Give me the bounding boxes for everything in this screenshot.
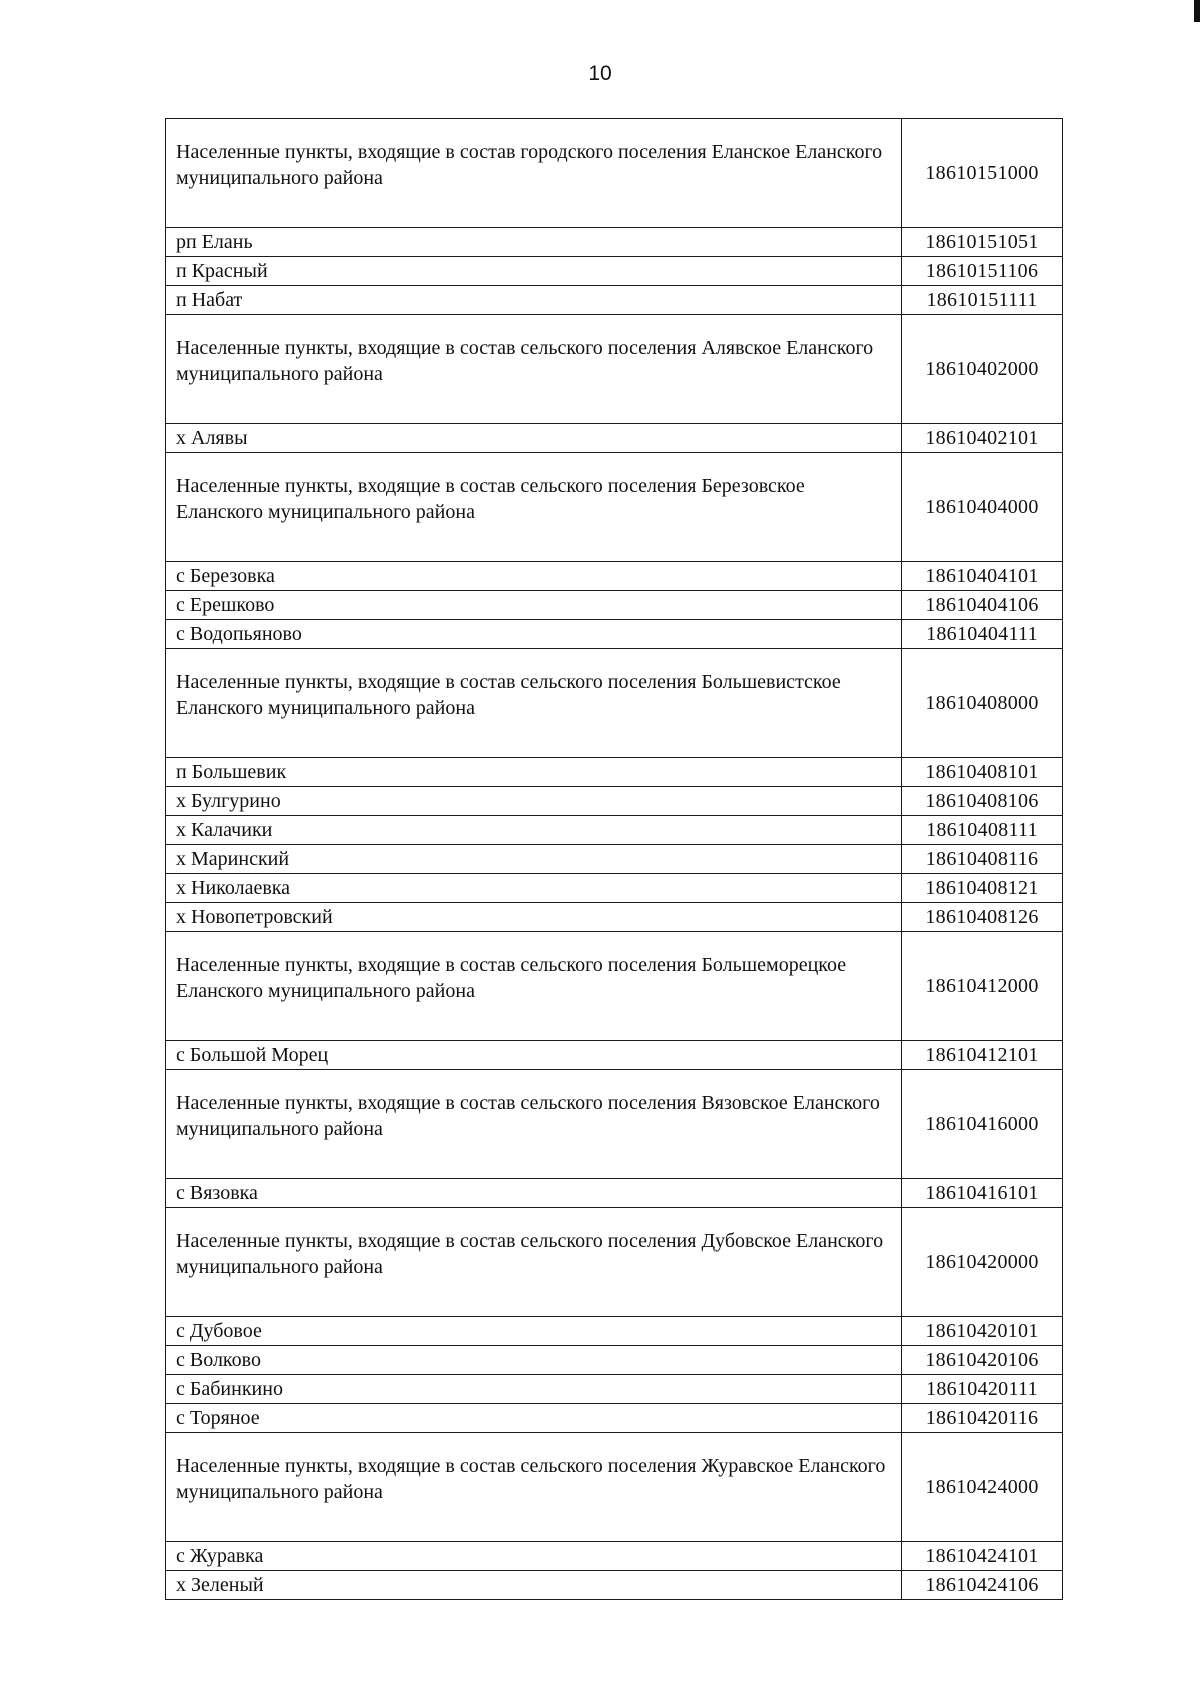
- settlement-name-cell: с Бабинкино: [166, 1375, 902, 1404]
- oktmo-code-cell: 18610424000: [902, 1433, 1063, 1542]
- table-row: [166, 816, 1063, 845]
- oktmo-code-cell: 18610151111: [902, 286, 1063, 315]
- settlement-name-cell: с Волково: [166, 1346, 902, 1375]
- oktmo-code-cell: 18610420116: [902, 1404, 1063, 1433]
- table-row: [166, 228, 1063, 257]
- table-row: [166, 1404, 1063, 1433]
- table-row: [166, 1179, 1063, 1208]
- scan-edge-mark: [1194, 0, 1200, 22]
- oktmo-code-cell: 18610408000: [902, 649, 1063, 758]
- table-row-group: [166, 315, 1063, 424]
- oktmo-code-cell: 18610404101: [902, 562, 1063, 591]
- settlement-name-cell: Населенные пункты, входящие в состав сельского поселения Журавское Еланского муниципального района: [166, 1433, 902, 1542]
- oktmo-code-cell: 18610402000: [902, 315, 1063, 424]
- table-row: [166, 758, 1063, 787]
- settlement-name-cell: с Торяное: [166, 1404, 902, 1433]
- settlement-name-cell: Населенные пункты, входящие в состав городского поселения Еланское Еланского муниципального района: [166, 119, 902, 228]
- settlement-name-cell: х Булгурино: [166, 787, 902, 816]
- table-row: [166, 1375, 1063, 1404]
- settlement-name-cell: х Новопетровский: [166, 903, 902, 932]
- table-row-group: [166, 932, 1063, 1041]
- table-row: [166, 787, 1063, 816]
- table-row-group: [166, 1208, 1063, 1317]
- table-row-group: [166, 1070, 1063, 1179]
- settlement-name-cell: п Набат: [166, 286, 902, 315]
- settlement-name-cell: х Маринский: [166, 845, 902, 874]
- settlement-name-cell: Населенные пункты, входящие в состав сельского поселения Вязовское Еланского муниципального района: [166, 1070, 902, 1179]
- settlement-name-cell: Населенные пункты, входящие в состав сельского поселения Большеморецкое Еланского муниципального района: [166, 932, 902, 1041]
- settlement-name-cell: п Большевик: [166, 758, 902, 787]
- oktmo-code-cell: 18610151106: [902, 257, 1063, 286]
- settlement-name-cell: х Николаевка: [166, 874, 902, 903]
- page-number: 10: [588, 62, 612, 85]
- oktmo-code-cell: 18610402101: [902, 424, 1063, 453]
- table-row: [166, 257, 1063, 286]
- settlement-name-cell: с Водопьяново: [166, 620, 902, 649]
- settlement-name-cell: х Алявы: [166, 424, 902, 453]
- table-row: [166, 620, 1063, 649]
- oktmo-code-cell: 18610420101: [902, 1317, 1063, 1346]
- oktmo-code-cell: 18610420111: [902, 1375, 1063, 1404]
- oktmo-code-cell: 18610408111: [902, 816, 1063, 845]
- oktmo-code-cell: 18610408116: [902, 845, 1063, 874]
- oktmo-code-cell: 18610420106: [902, 1346, 1063, 1375]
- oktmo-code-cell: 18610424106: [902, 1571, 1063, 1600]
- settlements-code-table: [165, 118, 1063, 1600]
- oktmo-code-cell: 18610408126: [902, 903, 1063, 932]
- settlement-name-cell: с Вязовка: [166, 1179, 902, 1208]
- oktmo-code-cell: 18610416101: [902, 1179, 1063, 1208]
- settlement-name-cell: Населенные пункты, входящие в состав сельского поселения Большевистское Еланского муниципального района: [166, 649, 902, 758]
- table-row: [166, 286, 1063, 315]
- settlement-name-cell: рп Елань: [166, 228, 902, 257]
- table-row: [166, 1571, 1063, 1600]
- oktmo-code-cell: 18610408106: [902, 787, 1063, 816]
- table-row-group: [166, 453, 1063, 562]
- table-row: [166, 845, 1063, 874]
- table-row: [166, 1346, 1063, 1375]
- table-row: [166, 1542, 1063, 1571]
- settlement-name-cell: Населенные пункты, входящие в состав сельского поселения Березовское Еланского муниципального района: [166, 453, 902, 562]
- oktmo-code-cell: 18610151051: [902, 228, 1063, 257]
- settlement-name-cell: х Зеленый: [166, 1571, 902, 1600]
- table-row: [166, 424, 1063, 453]
- table-row: [166, 903, 1063, 932]
- oktmo-code-cell: 18610424101: [902, 1542, 1063, 1571]
- oktmo-code-cell: 18610412101: [902, 1041, 1063, 1070]
- table-row: [166, 562, 1063, 591]
- oktmo-code-cell: 18610412000: [902, 932, 1063, 1041]
- table-row: [166, 591, 1063, 620]
- table-row-group: [166, 649, 1063, 758]
- oktmo-code-cell: 18610408101: [902, 758, 1063, 787]
- table-row: [166, 874, 1063, 903]
- oktmo-code-cell: 18610420000: [902, 1208, 1063, 1317]
- oktmo-code-cell: 18610404000: [902, 453, 1063, 562]
- table-row: [166, 1317, 1063, 1346]
- oktmo-code-cell: 18610151000: [902, 119, 1063, 228]
- settlement-name-cell: с Дубовое: [166, 1317, 902, 1346]
- settlement-name-cell: с Журавка: [166, 1542, 902, 1571]
- settlement-name-cell: с Березовка: [166, 562, 902, 591]
- oktmo-code-cell: 18610408121: [902, 874, 1063, 903]
- oktmo-code-cell: 18610404106: [902, 591, 1063, 620]
- table-row-group: [166, 1433, 1063, 1542]
- settlement-name-cell: с Большой Морец: [166, 1041, 902, 1070]
- oktmo-code-cell: 18610404111: [902, 620, 1063, 649]
- settlement-name-cell: п Красный: [166, 257, 902, 286]
- settlement-name-cell: Населенные пункты, входящие в состав сельского поселения Дубовское Еланского муниципального района: [166, 1208, 902, 1317]
- table-row: [166, 1041, 1063, 1070]
- oktmo-code-cell: 18610416000: [902, 1070, 1063, 1179]
- settlement-name-cell: х Калачики: [166, 816, 902, 845]
- settlement-name-cell: с Ерешково: [166, 591, 902, 620]
- settlement-name-cell: Населенные пункты, входящие в состав сельского поселения Алявское Еланского муниципального района: [166, 315, 902, 424]
- table-body: [166, 119, 1063, 1600]
- table-row-group: [166, 119, 1063, 228]
